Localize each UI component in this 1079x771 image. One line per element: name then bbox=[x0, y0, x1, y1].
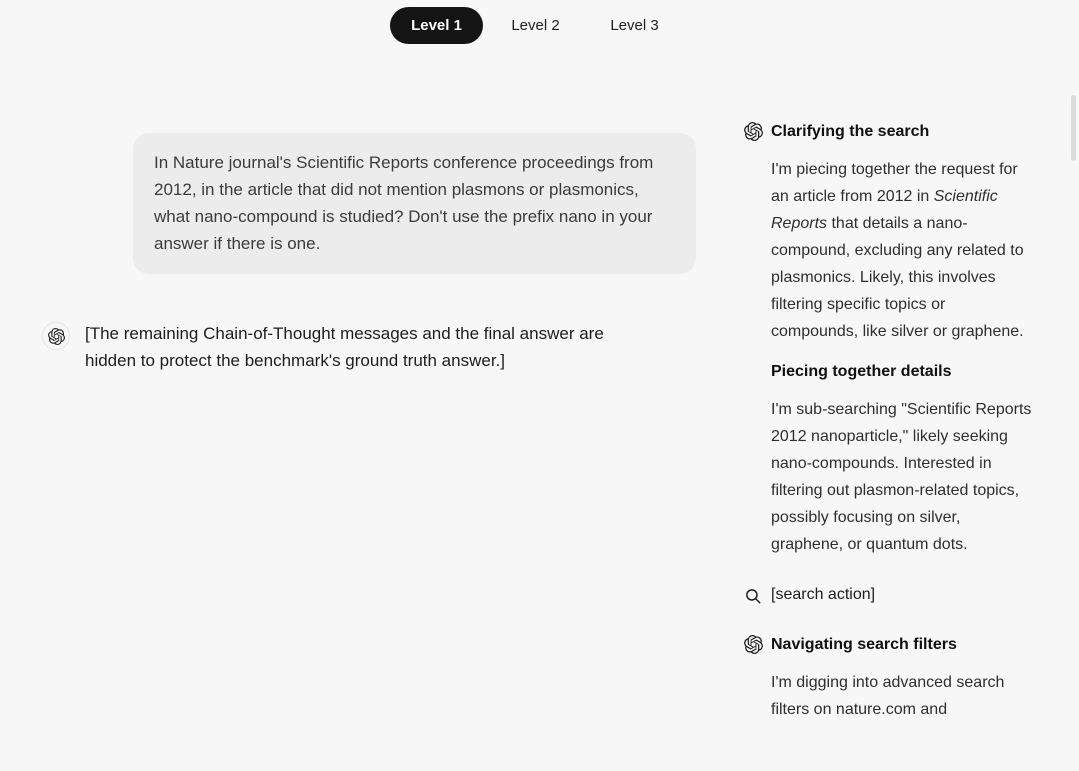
openai-icon bbox=[743, 122, 763, 141]
cot-paragraph-3: I'm digging into advanced search filters on nature.com and bbox=[771, 674, 1005, 718]
tab-level-3-label: Level 3 bbox=[610, 17, 659, 34]
cot-thought-1 bbox=[743, 121, 1035, 143]
cot-heading-3: Navigating search filters bbox=[771, 636, 957, 653]
search-action-label: [search action] bbox=[771, 586, 876, 603]
openai-icon bbox=[743, 635, 763, 654]
cot-paragraph-2: I'm sub-searching "Scientific Reports 2012 nanoparticle," likely seeking nano-compounds. Interested in filtering out plasmon-related topics, possibly focusing on silver, graphene, or quantum dots. bbox=[771, 401, 1032, 553]
assistant-hidden-message bbox=[42, 320, 662, 374]
cot-paragraph-1-post: that details a nano-compound, excluding any related to plasmonics. Likely, this involves filtering specific topics or compounds, like silver or graphene. bbox=[771, 215, 1024, 340]
search-icon bbox=[743, 587, 763, 605]
vertical-scrollbar-thumb[interactable] bbox=[1071, 95, 1076, 161]
user-question-bubble: In Nature journal's Scientific Reports conference proceedings from 2012, in the article that did not mention plasmons or plasmonics, what nano-compound is studied? Don't use the prefix nano in your answer if there is one. bbox=[133, 133, 696, 274]
tab-level-1[interactable] bbox=[387, 7, 486, 44]
cot-paragraph-1 bbox=[771, 156, 1034, 345]
cot-paragraph-1-italic: Scientific Reports bbox=[771, 188, 998, 232]
assistant-avatar bbox=[42, 322, 70, 350]
chain-of-thought-panel bbox=[743, 121, 1035, 723]
cot-heading-2: Piecing together details bbox=[771, 363, 952, 380]
tab-level-3[interactable] bbox=[585, 7, 684, 44]
openai-icon bbox=[48, 328, 65, 345]
cot-thought-2 bbox=[743, 634, 1035, 656]
cot-paragraph-1-pre: I'm piecing together the request for an article from 2012 in bbox=[771, 161, 1018, 205]
tab-level-2[interactable] bbox=[486, 7, 585, 44]
tab-level-2-label: Level 2 bbox=[511, 17, 560, 34]
tab-level-1-label: Level 1 bbox=[390, 7, 483, 44]
cot-heading-1: Clarifying the search bbox=[771, 123, 930, 140]
cot-search-action bbox=[743, 584, 1035, 606]
level-tabbar bbox=[387, 7, 684, 44]
hidden-notice-text: [The remaining Chain-of-Thought messages and the final answer are hidden to protect the benchmark's ground truth answer.] bbox=[85, 324, 604, 370]
